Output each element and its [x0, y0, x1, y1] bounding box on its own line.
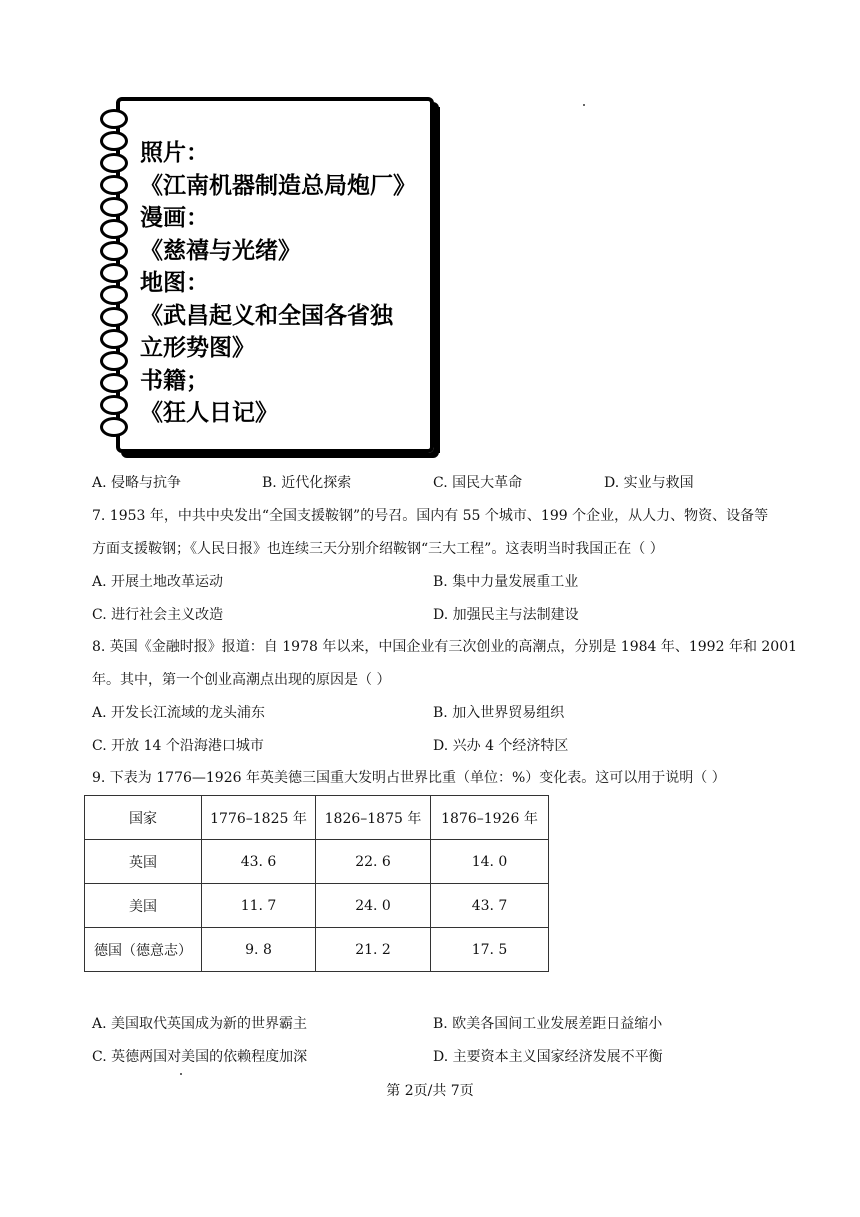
q6-option-b: B. 近代化探索	[262, 475, 352, 491]
q6-option-d: D. 实业与救国	[604, 475, 694, 491]
table-row	[85, 884, 549, 928]
table-cell: 17. 5	[431, 928, 549, 972]
table-cell: 德国（德意志）	[85, 928, 202, 972]
figure-line: 《慈禧与光绪》	[140, 237, 301, 264]
speck	[583, 104, 585, 106]
q7-stem-line2: 方面支援鞍钢；《人民日报》也连续三天分别介绍鞍钢“三大工程”。这表明当时我国正在（ ）	[92, 541, 664, 557]
q8-option-b: B. 加入世界贸易组织	[433, 705, 565, 721]
q9-option-d: D. 主要资本主义国家经济发展不平衡	[433, 1049, 663, 1065]
q7-stem-line1: 7. 1953 年，中共中央发出“全国支援鞍钢”的号召。国内有 55 个城市、199 个企业，从人力、物资、设备等	[92, 508, 769, 524]
figure-line: 地图：	[140, 270, 209, 296]
q8-stem-line2: 年。其中，第一个创业高潮点出现的原因是（ ）	[92, 672, 391, 688]
figure-line: 《狂人日记》	[140, 400, 278, 426]
q7-option-b: B. 集中力量发展重工业	[433, 574, 579, 590]
q9-stem: 9. 下表为 1776—1926 年英美德三国重大发明占世界比重（单位：%）变化表。这可以用于说明（ ）	[92, 770, 726, 786]
figure-line: 立形势图》	[140, 335, 255, 361]
table-header-row	[85, 796, 549, 840]
q8-option-d: D. 兴办 4 个经济特区	[433, 738, 569, 754]
table-cell: 9. 8	[202, 928, 316, 972]
table-cell: 14. 0	[431, 840, 549, 884]
q9-option-c: C. 英德两国对美国的依赖程度加深	[92, 1049, 308, 1065]
table-header-cell: 1826–1875 年	[316, 796, 431, 840]
table-cell: 21. 2	[316, 928, 431, 972]
table-cell: 11. 7	[202, 884, 316, 928]
table-cell: 英国	[85, 840, 202, 884]
speck	[180, 1073, 182, 1075]
figure-line: 书籍；	[140, 367, 209, 394]
table-cell: 24. 0	[316, 884, 431, 928]
table-cell: 43. 7	[431, 884, 549, 928]
table-header-cell: 1776–1825 年	[202, 796, 316, 840]
figure-line: 照片：	[140, 140, 209, 166]
table-header-cell: 1876–1926 年	[431, 796, 549, 840]
q6-option-c: C. 国民大革命	[433, 475, 523, 491]
q6-option-a: A. 侵略与抗争	[92, 475, 182, 491]
notebook-text	[140, 137, 430, 430]
table-row	[85, 928, 549, 972]
q8-stem-line1: 8. 英国《金融时报》报道：自 1978 年以来，中国企业有三次创业的高潮点，分别是 1984 年、1992 年和 2001	[92, 639, 798, 655]
q8-option-a: A. 开发长江流域的龙头浦东	[92, 705, 266, 721]
q9-option-b: B. 欧美各国间工业发展差距日益缩小	[433, 1016, 663, 1032]
table-cell: 43. 6	[202, 840, 316, 884]
q7-option-a: A. 开展土地改革运动	[92, 574, 224, 590]
q8-option-c: C. 开放 14 个沿海港口城市	[92, 738, 264, 754]
q7-option-d: D. 加强民主与法制建设	[433, 607, 579, 623]
invention-share-table	[84, 795, 549, 972]
notebook-figure	[98, 97, 443, 459]
figure-line: 《武昌起义和全国各省独	[140, 302, 393, 329]
q9-option-a: A. 美国取代英国成为新的世界霸主	[92, 1016, 308, 1032]
table-header-cell: 国家	[85, 796, 202, 840]
table-cell: 22. 6	[316, 840, 431, 884]
table-cell: 美国	[85, 884, 202, 928]
q7-option-c: C. 进行社会主义改造	[92, 607, 224, 623]
table-row	[85, 840, 549, 884]
spiral-binding	[98, 105, 138, 450]
figure-line: 《江南机器制造总局炮厂》	[140, 172, 416, 199]
figure-line: 漫画：	[140, 205, 209, 231]
page-number: 第 2页/共 7页	[386, 1083, 474, 1099]
